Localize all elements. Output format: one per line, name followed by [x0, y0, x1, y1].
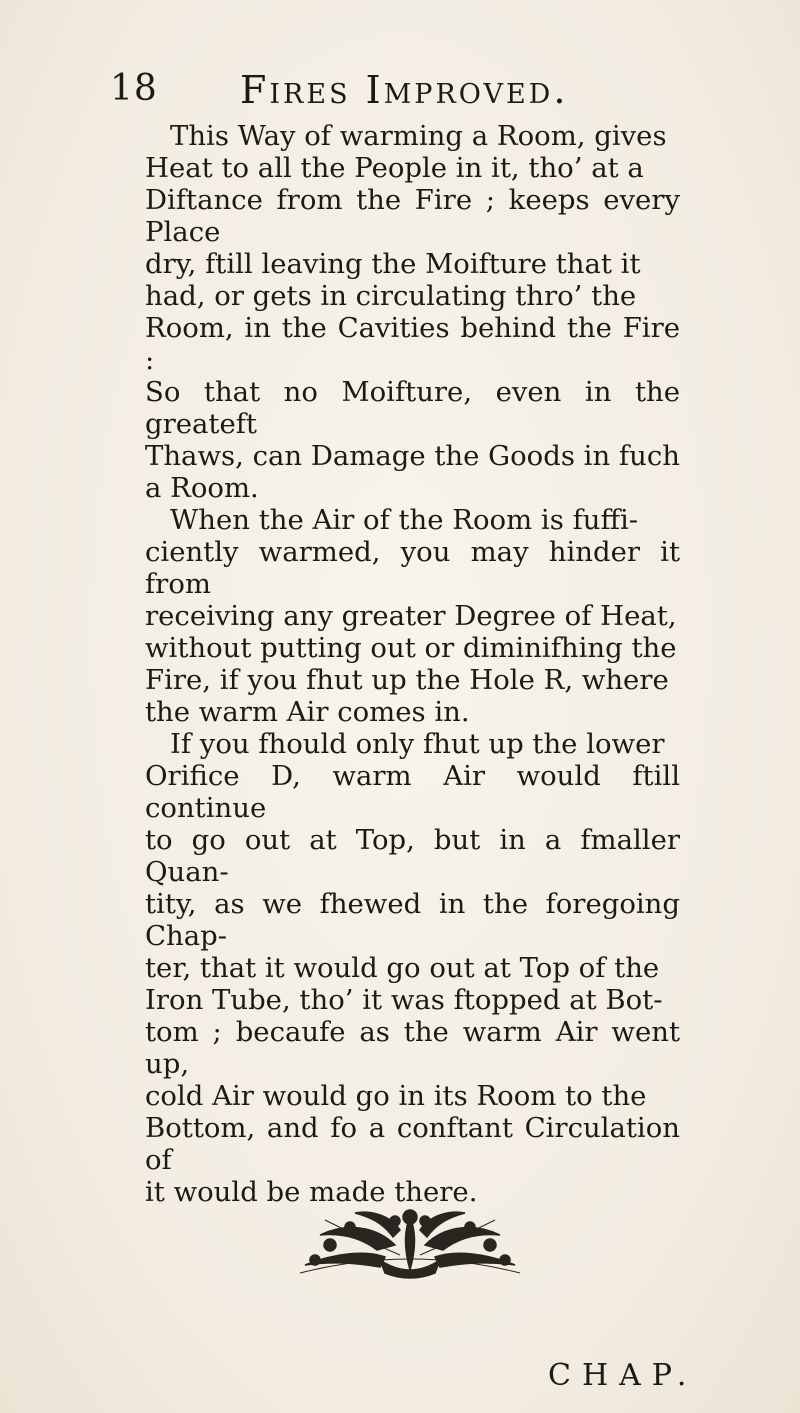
- running-head: [110, 62, 710, 112]
- paragraph: This Way of warming a Room, gives Heat to all the People in it, tho’ at a Diftance from the Fire ; keeps every Place dry, ftill leaving the Moifture that it had, or gets in circulating thro’ the Room, in the Cavities behind the Fire : So that no Moifture, even in the greateft Thaws, can Damage the Goods in fuch a Room.: [145, 120, 680, 504]
- body-text: [145, 120, 680, 1208]
- page-number: 18: [110, 68, 158, 109]
- floral-tailpiece-icon: [285, 1205, 535, 1280]
- running-title: Fires Improved.: [240, 68, 569, 112]
- catchword: CHAP.: [548, 1358, 698, 1393]
- paragraph: If you fhould only fhut up the lower Orifice D, warm Air would ftill continue to go out at Top, but in a fmaller Quan- tity, as we fhewed in the foregoing Chap- ter, that it would go out at Top of the Iron Tube, tho’ it was ftopped at Bot- tom ; becaufe as the warm Air went up, cold Air would go in its Room to the Bottom, and fo a conftant Circulation of it would be made there.: [145, 728, 680, 1208]
- paragraph: When the Air of the Room is fuffi- ciently warmed, you may hinder it from receiving any greater Degree of Heat, without putting out or diminifhing the Fire, if you fhut up the Hole R, where the warm Air comes in.: [145, 504, 680, 728]
